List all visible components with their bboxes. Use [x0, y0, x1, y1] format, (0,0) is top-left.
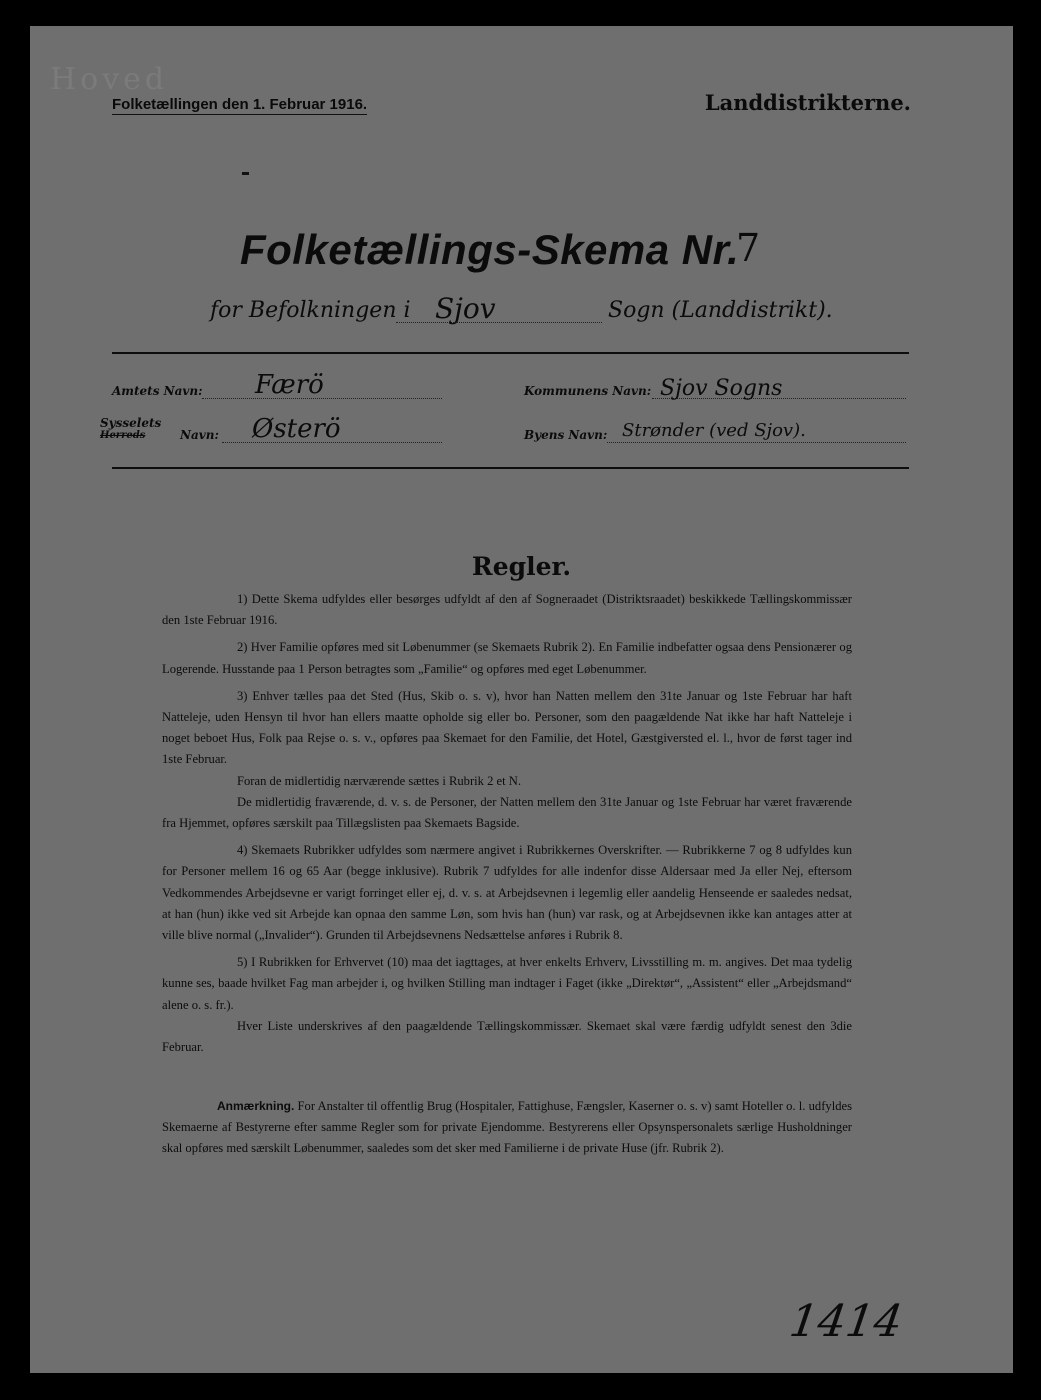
- archive-number-handwritten: 1414: [786, 1296, 906, 1347]
- note-paragraph: [162, 1096, 852, 1160]
- rule-paragraph: 3) Enhver tælles paa det Sted (Hus, Skib o. s. v), hvor han Natten mellem den 31te Januar og 1ste Februar har haft Natteleje, uden Hensyn til hvor han ellers maatte opholde sig eller bo. Personer, som den paagældende Nat ikke har haft Natteleje i noget beboet Hus, Folk paa Rejse o. s. v., opføres paa Skemaet for den Familie, det Hotel, Gæstgiversted el. l., hvor de først tager ind 1ste Februar.: [162, 688, 852, 767]
- rule-paragraph: 5) I Rubrikken for Erhvervet (10) maa det iagttages, at hver enkelts Erhverv, Livsstilling m. m. angives. Det maa tydelig kunne ses, baade hvilket Fag man arbejder i, og hvilken Stilling man indtager i Faget (ikke „Direktør“, „Assistent“ eller „Arbejdsmand“ alene o. s. fr.).: [162, 955, 852, 1012]
- by-dotted-line: [607, 442, 906, 443]
- sysselets-handwritten-label: Sysselets: [100, 416, 162, 430]
- census-date-header: Folketællingen den 1. Februar 1916.: [112, 96, 368, 113]
- form-number: 7: [736, 226, 761, 270]
- parish-suffix: Sogn (Landdistrikt).: [608, 298, 833, 323]
- census-form-page: [30, 26, 1013, 1373]
- rules-heading: Regler.: [471, 552, 572, 581]
- by-label: Byens Navn:: [524, 428, 608, 442]
- note-text: For Anstalter til offentlig Brug (Hospitaler, Fattighuse, Fængsler, Kaserner o. s. v) samt Hoteller o. l. udfyldes Skemaerne af Bestyrerne efter samme Regler som for private Ejendomme. Bestyrerens eller Opsynspersonalets særlige Husholdninger skal opføres med særskilt Løbenummer, saaledes som det sker med Familierne i de private Huse (jfr. Rubrik 2).: [162, 1099, 852, 1156]
- kommune-label: Kommunens Navn:: [524, 384, 652, 398]
- bottom-rule: [112, 467, 909, 469]
- top-rule: [112, 352, 909, 354]
- parish-dotted-line: [396, 322, 602, 323]
- herred-label-struck: Herreds: [100, 430, 146, 441]
- ink-mark: [242, 172, 249, 175]
- rule-paragraph: Foran de midlertidig nærværende sættes i Rubrik 2 et N.: [237, 773, 522, 788]
- sysselets-label: Navn:: [180, 428, 219, 442]
- amt-label: Amtets Navn:: [112, 384, 203, 398]
- district-type-header: Landdistrikterne.: [704, 90, 911, 115]
- population-prefix: for Befolkningen i: [210, 298, 411, 323]
- rule-paragraph: 1) Dette Skema udfyldes eller besørges udfyldt af den af Sogneraadet (Distriktsraadet) beskikkede Tællingskommissær den 1ste Februar 1916.: [162, 592, 852, 628]
- by-value: Strønder (ved Sjov).: [622, 420, 806, 441]
- rule-paragraph: 2) Hver Familie opføres med sit Løbenummer (se Skemaets Rubrik 2). En Familie indbefatter ogsaa dens Pensionærer og Logerende. Husstande paa 1 Person betragtes som „Familie“ og opføres med eget Løbenummer.: [162, 640, 852, 676]
- bleed-through-text: Hoved: [50, 62, 169, 97]
- sysselets-value: Østerö: [252, 414, 341, 444]
- rules-body: [162, 589, 852, 1064]
- rule-paragraph: Hver Liste underskrives af den paagældende Tællingskommissær. Skemaet skal være færdig udfyldt senest den 3die Februar.: [162, 1018, 852, 1055]
- form-title: Folketællings-Skema Nr.: [240, 226, 740, 273]
- parish-handwritten: Sjov: [435, 292, 496, 325]
- kommune-value: Sjov Sogns: [660, 376, 783, 401]
- amt-value: Færö: [255, 370, 324, 400]
- rule-paragraph: De midlertidig fraværende, d. v. s. de Personer, der Natten mellem den 31te Januar og 1ste Februar har været fraværende fra Hjemmet, opføres særskilt paa Tillægslisten paa Skemaets Bagside.: [162, 794, 852, 831]
- rule-paragraph: 4) Skemaets Rubrikker udfyldes som nærmere angivet i Rubrikkernes Overskrifter. — Rubrikkerne 7 og 8 udfyldes kun for Personer mellem 16 og 65 Aar (begge inklusive). Rubrik 7 udfyldes for alle indenfor disse Aldersaar med Ja eller Nej, eftersom Vedkommendes Arbejdsevne er varigt forringet eller ej, d. v. s. at Arbejdsevnen i legemlig eller aandelig Henseende er saaledes nedsat, at han (hun) ikke ved sit Arbejde kan opnaa den samme Løn, som hvis han (hun) var rask, og at Arbejdsevnen ikke kan antages atter at ville blive normal („Invalider“). Grunden til Arbejdsevnens Nedsættelse anføres i Rubrik 8.: [162, 843, 852, 943]
- note-label: Anmærkning.: [217, 1099, 295, 1113]
